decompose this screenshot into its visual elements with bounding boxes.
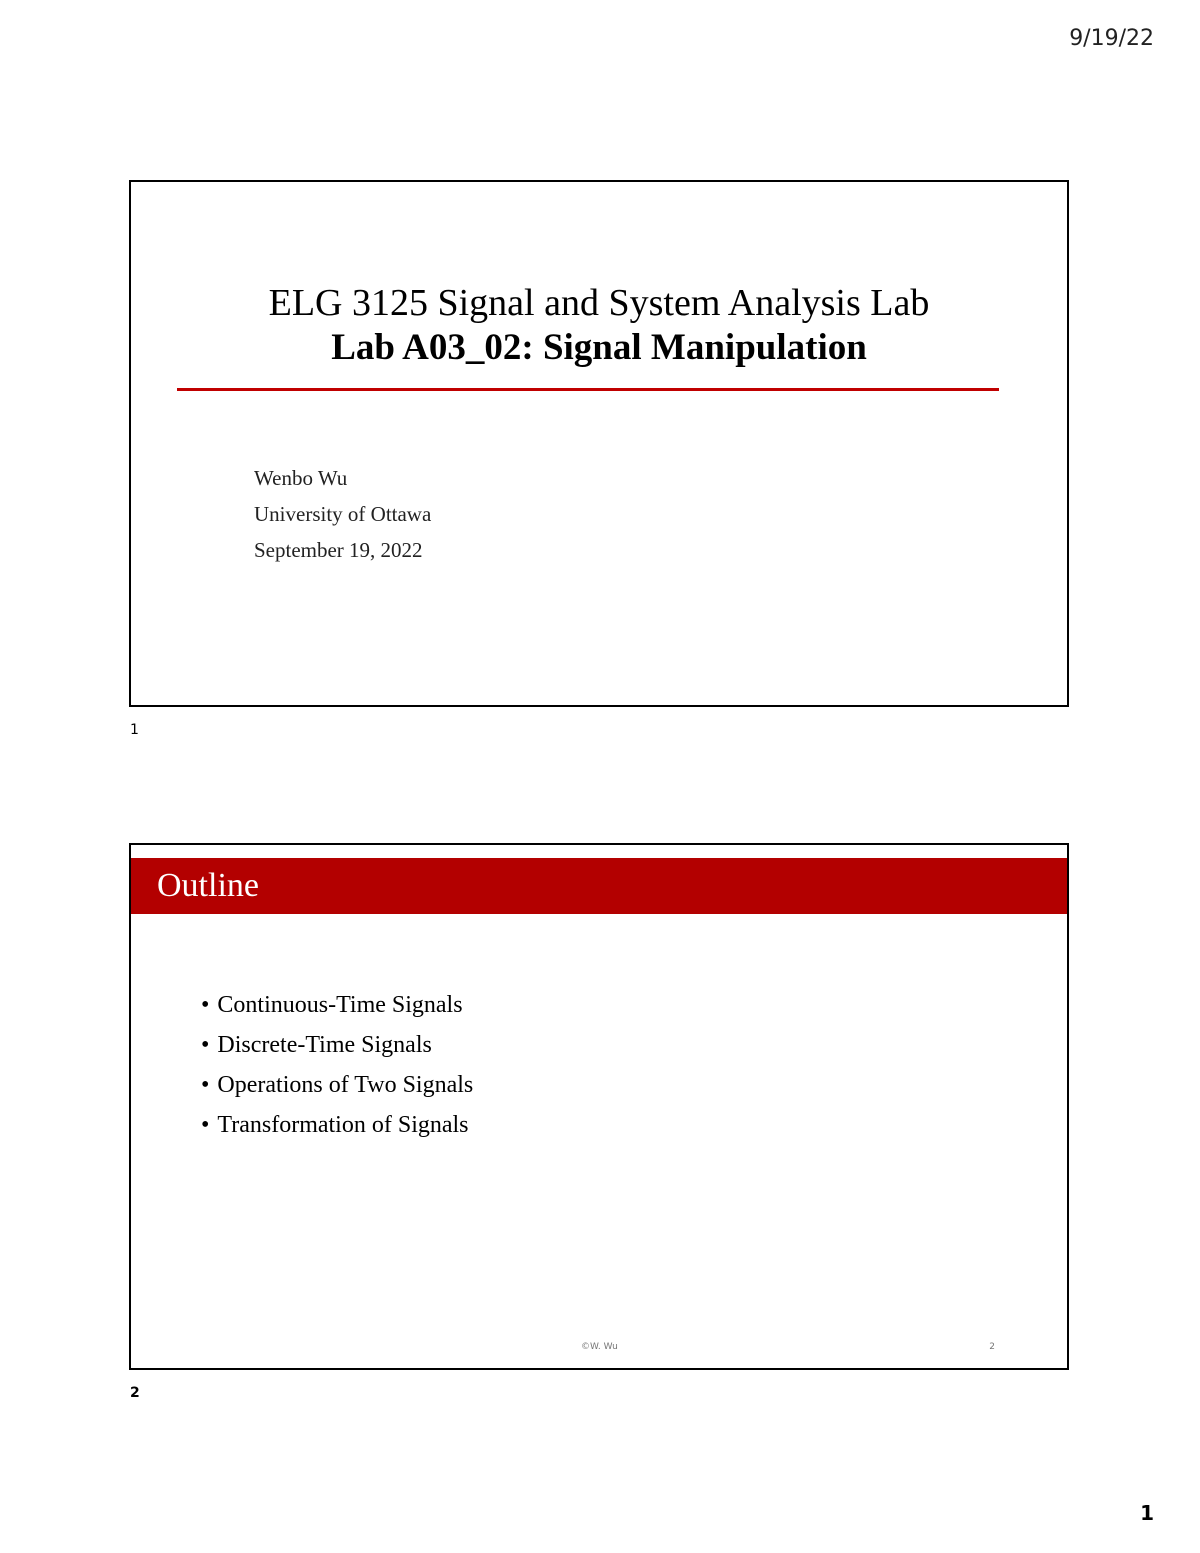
lab-title: Lab A03_02: Signal Manipulation [331, 327, 867, 368]
slide-footer: ©W. Wu [581, 1342, 618, 1352]
slide-footer-number: 2 [989, 1342, 995, 1352]
course-title: ELG 3125 Signal and System Analysis Lab [268, 282, 930, 324]
title-divider [177, 388, 999, 391]
bullet-list [201, 985, 473, 1145]
list-item: • Continuous-Time Signals [201, 985, 473, 1025]
list-item: • Transformation of Signals [201, 1105, 473, 1145]
title-bar [131, 858, 1067, 914]
slide-1 [129, 180, 1069, 707]
slide-index-2: 2 [130, 1385, 140, 1401]
slide-2 [129, 843, 1069, 1370]
slide-title-block [131, 280, 1067, 370]
presentation-date: September 19, 2022 [254, 538, 423, 562]
slide-index-1: 1 [130, 722, 139, 738]
page-number: 1 [1140, 1501, 1154, 1525]
slide-title: Outline [157, 867, 259, 904]
institution-name: University of Ottawa [254, 502, 432, 526]
author-name: Wenbo Wu [254, 466, 348, 490]
list-item: • Operations of Two Signals [201, 1065, 473, 1105]
author-block [254, 460, 431, 568]
list-item: • Discrete-Time Signals [201, 1025, 473, 1065]
page-date: 9/19/22 [1069, 26, 1154, 51]
